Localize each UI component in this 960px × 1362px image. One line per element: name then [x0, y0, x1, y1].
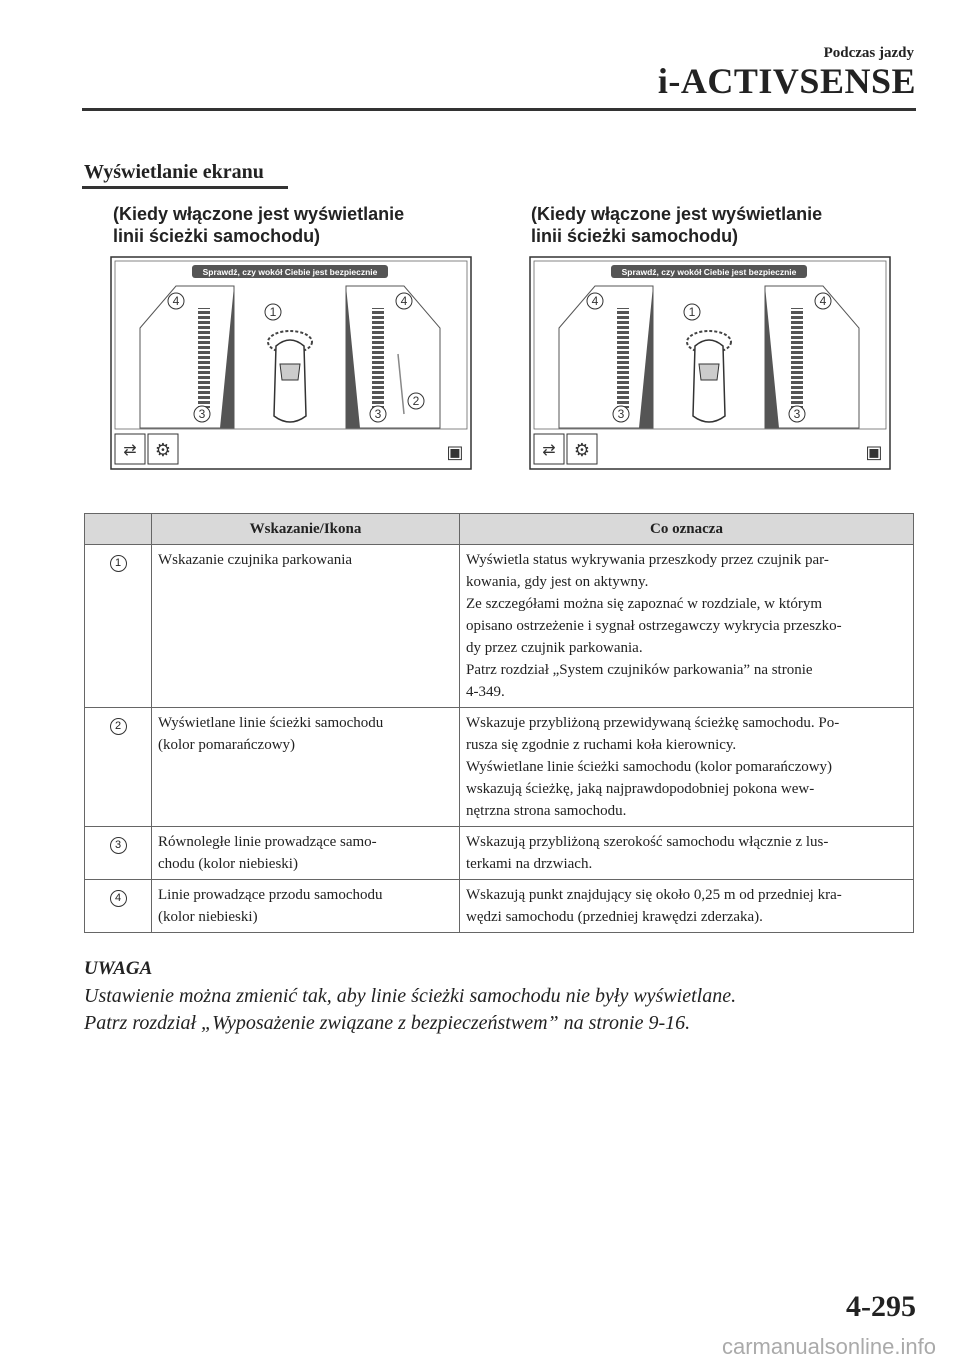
- cell-line: Patrz rozdział „System czujników parkowania” na stronie: [466, 662, 813, 678]
- row-number-cell: [85, 545, 152, 708]
- cell-line: (kolor niebieski): [158, 909, 258, 925]
- banner: [192, 265, 388, 278]
- chapter-title: i-ACTIVSENSE: [657, 61, 916, 101]
- cell-line: Ze szczegółami można się zapoznać w rozdziale, w którym: [466, 596, 823, 612]
- table-row: [85, 545, 914, 708]
- watermark: carmanualsonline.info: [721, 1334, 936, 1359]
- cell-line: kowania, gdy jest on aktywny.: [466, 574, 649, 590]
- meaning-cell: [460, 880, 914, 933]
- table-row: [85, 880, 914, 933]
- marker: 3: [198, 407, 206, 421]
- cell-line: Linie prowadzące przodu samochodu: [158, 887, 383, 903]
- cell-line: chodu (kolor niebieski): [158, 856, 298, 872]
- note-label: UWAGA: [84, 958, 153, 979]
- right-guide-line: [791, 308, 803, 408]
- marker: 4: [172, 294, 180, 308]
- cell-line: (kolor pomarańczowy): [158, 737, 296, 753]
- section-title-underline: [82, 186, 288, 189]
- caption-line: (Kiedy włączone jest wyświetlanie: [531, 204, 823, 224]
- marker: 4: [591, 294, 599, 308]
- table-body: [85, 545, 914, 933]
- table-row: [85, 827, 914, 880]
- banner: [611, 265, 807, 278]
- section-title: Wyświetlanie ekranu: [84, 161, 264, 183]
- cell-line: Równoległe linie prowadzące samo-: [158, 834, 377, 850]
- cell-line: terkami na drzwiach.: [466, 856, 593, 872]
- row-number-cell: [85, 708, 152, 827]
- settings-icon: ⚙: [154, 440, 172, 461]
- header-divider: [82, 108, 916, 111]
- marker: 3: [374, 407, 382, 421]
- cell-line: Wskazują przybliżoną szerokość samochodu włącznie z lus-: [466, 834, 829, 850]
- note-line: Patrz rozdział „Wyposażenie związane z bezpieczeństwem” na stronie 9-16.: [84, 1012, 691, 1034]
- cell-line: wędzi samochodu (przedniej krawędzi zderzaka).: [466, 909, 763, 925]
- cell-line: Wyświetlane linie ścieżki samochodu: [158, 715, 384, 731]
- cell-line: Wyświetlane linie ścieżki samochodu (kolor pomarańczowy): [466, 759, 833, 775]
- banner-text: Sprawdź, czy wokół Ciebie jest bezpiecznie: [202, 267, 378, 277]
- indicator-name-cell: [152, 880, 460, 933]
- row-number-badge: 2: [110, 718, 127, 735]
- cell-line: Wskazuje przybliżoną przewidywaną ścieżkę samochodu. Po-: [466, 715, 840, 731]
- marker: 4: [400, 294, 408, 308]
- row-number-badge: 3: [110, 837, 127, 854]
- cell-line: dy przez czujnik parkowania.: [466, 640, 643, 656]
- cell-line: rusza się zgodnie z ruchami koła kierownicy.: [466, 737, 737, 753]
- meaning-cell: [460, 545, 914, 708]
- cell-line: opisano ostrzeżenie i sygnał ostrzegawczy wykrycia przeszko-: [466, 618, 842, 634]
- page-number: 4-295: [846, 1290, 916, 1323]
- marker: 3: [793, 407, 801, 421]
- cell-line: Wskazanie czujnika parkowania: [158, 552, 353, 568]
- sensor-icon: ▣: [446, 442, 464, 463]
- right-guide-line: [372, 308, 384, 408]
- marker: 2: [412, 394, 420, 408]
- marker: 1: [688, 305, 696, 319]
- table-header-row: [85, 514, 914, 545]
- indicator-table: [84, 513, 914, 933]
- table-header-indicator: Wskazanie/Ikona: [152, 514, 460, 545]
- row-number-badge: 1: [110, 555, 127, 572]
- marker: 4: [819, 294, 827, 308]
- table-header-meaning: Co oznacza: [460, 514, 914, 545]
- row-number-badge: 4: [110, 890, 127, 907]
- caption-line: linii ścieżki samochodu): [531, 226, 739, 246]
- chapter-section: Podczas jazdy: [823, 45, 914, 61]
- row-number-cell: [85, 880, 152, 933]
- indicator-name-cell: [152, 545, 460, 708]
- meaning-cell: [460, 827, 914, 880]
- row-number-cell: [85, 827, 152, 880]
- left-guide-line: [198, 308, 210, 408]
- right-screen-caption: [531, 203, 822, 247]
- caption-line: linii ścieżki samochodu): [113, 226, 321, 246]
- meaning-cell: [460, 708, 914, 827]
- left-guide-line: [617, 308, 629, 408]
- indicator-name-cell: [152, 708, 460, 827]
- caption-line: (Kiedy włączone jest wyświetlanie: [113, 204, 405, 224]
- left-camera-screen: [110, 256, 472, 470]
- camera-view-icon: ⇄: [542, 440, 556, 459]
- note-line: Ustawienie można zmienić tak, aby linie ścieżki samochodu nie były wyświetlane.: [84, 985, 737, 1007]
- right-camera-screen: [529, 256, 891, 470]
- left-screen-caption: [113, 203, 404, 247]
- cell-line: Wyświetla status wykrywania przeszkody przez czujnik par-: [466, 552, 829, 568]
- cell-line: 4-349.: [466, 684, 505, 700]
- sensor-icon: ▣: [865, 442, 883, 463]
- indicator-name-cell: [152, 827, 460, 880]
- camera-view-icon: ⇄: [123, 440, 137, 459]
- marker: 1: [269, 305, 277, 319]
- cell-line: nętrzna strona samochodu.: [466, 803, 627, 819]
- table-row: [85, 708, 914, 827]
- settings-icon: ⚙: [573, 440, 591, 461]
- banner-text: Sprawdź, czy wokół Ciebie jest bezpiecznie: [621, 267, 797, 277]
- table-header-blank: [85, 514, 152, 545]
- cell-line: wskazują ścieżkę, jaką najprawdopodobniej pokona wew-: [466, 781, 815, 797]
- cell-line: Wskazują punkt znajdujący się około 0,25 m od przedniej kra-: [466, 887, 842, 903]
- marker: 3: [617, 407, 625, 421]
